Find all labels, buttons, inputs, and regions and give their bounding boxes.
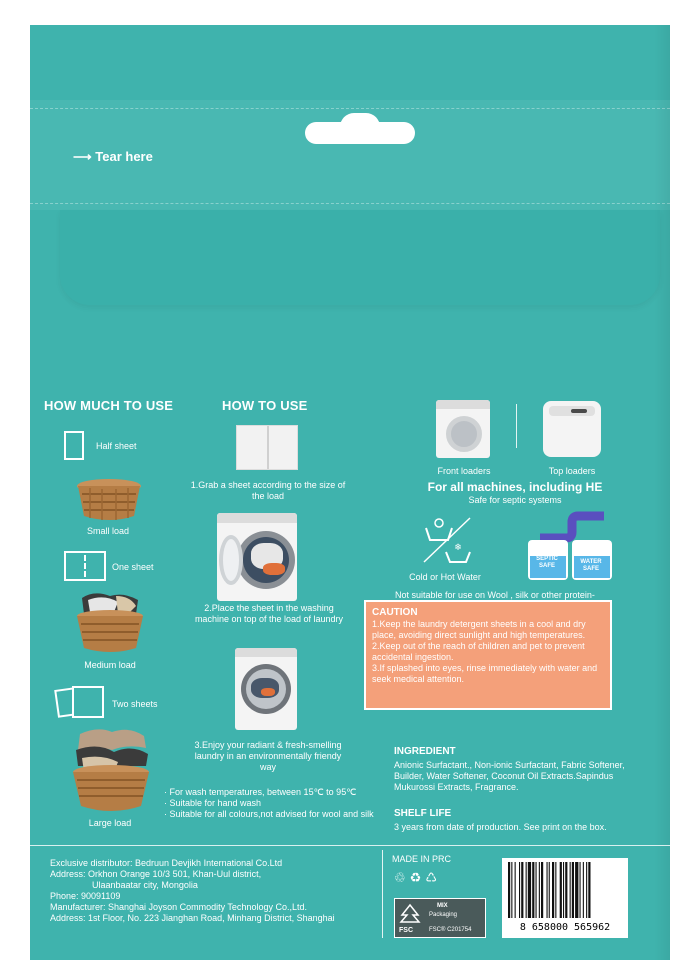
fsc-logo [394, 898, 486, 938]
barcode-bar [549, 862, 550, 918]
distributor-line-6: Address: 1st Floor, No. 223 Jianghan Road, Minhang District, Shanghai [50, 913, 335, 923]
fsc-code: FSC® C201754 [429, 927, 472, 933]
barcode-bar [539, 862, 540, 918]
caution-item-1: 1.Keep the laundry detergent sheets in a cool and dry place, avoiding direct sunlight and high temperatures. [372, 619, 586, 640]
fsc-tree-icon [399, 903, 421, 925]
mobius-recycle-icon: ♺ [425, 870, 441, 885]
barcode-bar [526, 862, 527, 918]
top-loader-icon [543, 401, 601, 457]
barcode [502, 858, 628, 938]
medium-basket-icon [74, 590, 146, 656]
barcode-bar [560, 862, 562, 918]
top-loaders-label: Top loaders [548, 466, 596, 476]
one-sheet-label: One sheet [112, 562, 154, 572]
barcode-bar [552, 862, 554, 918]
tear-line-top [30, 108, 670, 109]
barcode-bar [521, 862, 523, 918]
shelf-life-text: 3 years from date of production. See print on the box. [394, 822, 607, 832]
front-loader-icon [436, 400, 490, 458]
fsc-brand: FSC [399, 927, 413, 934]
not-suitable-note: Not suitable for use on Wool , silk or other protein- [395, 590, 595, 600]
barcode-bar [508, 862, 510, 918]
barcode-bar [536, 862, 537, 918]
water-temperature-icon [420, 514, 474, 566]
step-2-text: 2.Place the sheet in the washing machine on top of the load of laundry [194, 603, 344, 624]
barcode-bar [547, 862, 548, 918]
half-sheet-label: Half sheet [96, 441, 137, 451]
how-much-title: HOW MUCH TO USE [44, 398, 174, 413]
barcode-bar [555, 862, 556, 918]
hand-recycle-icon: ♲ [394, 870, 410, 885]
large-load-label: Large load [88, 818, 132, 828]
arrow-right-icon: ⟶ [73, 149, 92, 164]
caution-item-3: 3.If splashed into eyes, rinse immediately with water and seek medical attention. [372, 663, 598, 684]
closed-washer-photo [235, 648, 297, 730]
sheet-photo [236, 425, 298, 470]
barcode-bar [541, 862, 543, 918]
recycle-icons [394, 870, 441, 886]
how-to-title: HOW TO USE [222, 398, 308, 413]
caution-item-2: 2.Keep out of the reach of children and pet to prevent accidental ingestion. [372, 641, 585, 662]
one-sheet-icon [64, 551, 106, 581]
barcode-bar [572, 862, 574, 918]
barcode-bar [583, 862, 584, 918]
step-1-text: 1.Grab a sheet according to the size of the load [190, 480, 346, 501]
small-load-label: Small load [86, 526, 130, 536]
cold-hot-water-label: Cold or Hot Water [409, 572, 481, 582]
fsc-mix: MIX [437, 903, 448, 909]
barcode-bar [588, 862, 590, 918]
ingredient-text: Anionic Surfactant., Non-ionic Surfactant, Fabric Softener, Builder, Water Softener, Coconut Oil Extracts.Sapindus Mukurossi Extracts, Fragrance. [394, 760, 625, 792]
wash-note-hand: · Suitable for hand wash [164, 798, 262, 808]
small-basket-icon [74, 472, 144, 522]
barcode-bar [519, 862, 520, 918]
barcode-bar [532, 862, 534, 918]
ingredient-title: INGREDIENT [394, 746, 456, 757]
caution-box [364, 600, 612, 710]
large-basket-icon [68, 728, 154, 814]
barcode-number: 8 658000 565962 [519, 922, 611, 933]
distributor-line-1: Exclusive distributor: Bedruun Devjikh International Co.Ltd [50, 858, 283, 868]
caution-title: CAUTION [372, 607, 418, 618]
grey-water-safe-badge: GREY WATER SAFE [580, 552, 602, 572]
barcode-bar [580, 862, 581, 918]
hang-hole [305, 122, 415, 144]
package-flap [60, 210, 660, 305]
tear-line-bottom [30, 203, 670, 204]
barcode-bar [575, 862, 578, 918]
bottom-divider [30, 845, 670, 846]
barcode-bar [570, 862, 571, 918]
edge-shadow [654, 25, 670, 960]
distributor-line-4: Phone: 90091109 [50, 891, 121, 901]
two-sheets-icon-front [72, 686, 104, 718]
barcode-bar [563, 862, 564, 918]
tear-here-label: ⟶ Tear here [73, 149, 153, 164]
wash-notes [164, 787, 384, 820]
half-sheet-icon [64, 431, 84, 460]
fsc-packaging: Packaging [429, 912, 458, 918]
wash-note-colours: · Suitable for all colours,not advised for wool and silk [164, 809, 374, 819]
barcode-bar [528, 862, 531, 918]
distributor-line-2: Address: Orkhon Orange 10/3 501, Khan-Uul district, [50, 869, 262, 879]
bottom-vertical-divider [382, 850, 383, 938]
barcode-bar [565, 862, 567, 918]
distributor-info [50, 858, 380, 924]
all-machines-label: For all machines, including HE [427, 480, 603, 494]
step-3-text: 3.Enjoy your radiant & fresh-smelling laundry in an environmentally friendy way [194, 740, 342, 772]
made-in-label: MADE IN PRC [392, 854, 452, 864]
barcode-bar [515, 862, 516, 918]
open-washer-photo [217, 513, 297, 601]
medium-load-label: Medium load [84, 660, 136, 670]
barcode-bar [586, 862, 587, 918]
green-dot-icon: ♻ [409, 870, 426, 885]
septic-safe-badge: SEPTIC SAFE [536, 556, 558, 569]
distributor-line-3: Ulaanbaatar city, Mongolia [92, 880, 198, 890]
barcode-bars [508, 862, 622, 918]
distributor-line-5: Manufacturer: Shanghai Joyson Commodity Technology Co.,Ltd. [50, 902, 307, 912]
svg-text:❄: ❄ [454, 543, 462, 553]
two-sheets-label: Two sheets [112, 699, 158, 709]
caution-list [372, 619, 604, 685]
wash-note-temperature: · For wash temperatures, between 15℃ to 95℃ [164, 787, 357, 797]
shelf-life-title: SHELF LIFE [394, 808, 452, 819]
barcode-bar [511, 862, 512, 918]
septic-systems-label: Safe for septic systems [468, 495, 562, 505]
machine-divider [516, 404, 517, 448]
front-loaders-label: Front loaders [437, 466, 491, 476]
